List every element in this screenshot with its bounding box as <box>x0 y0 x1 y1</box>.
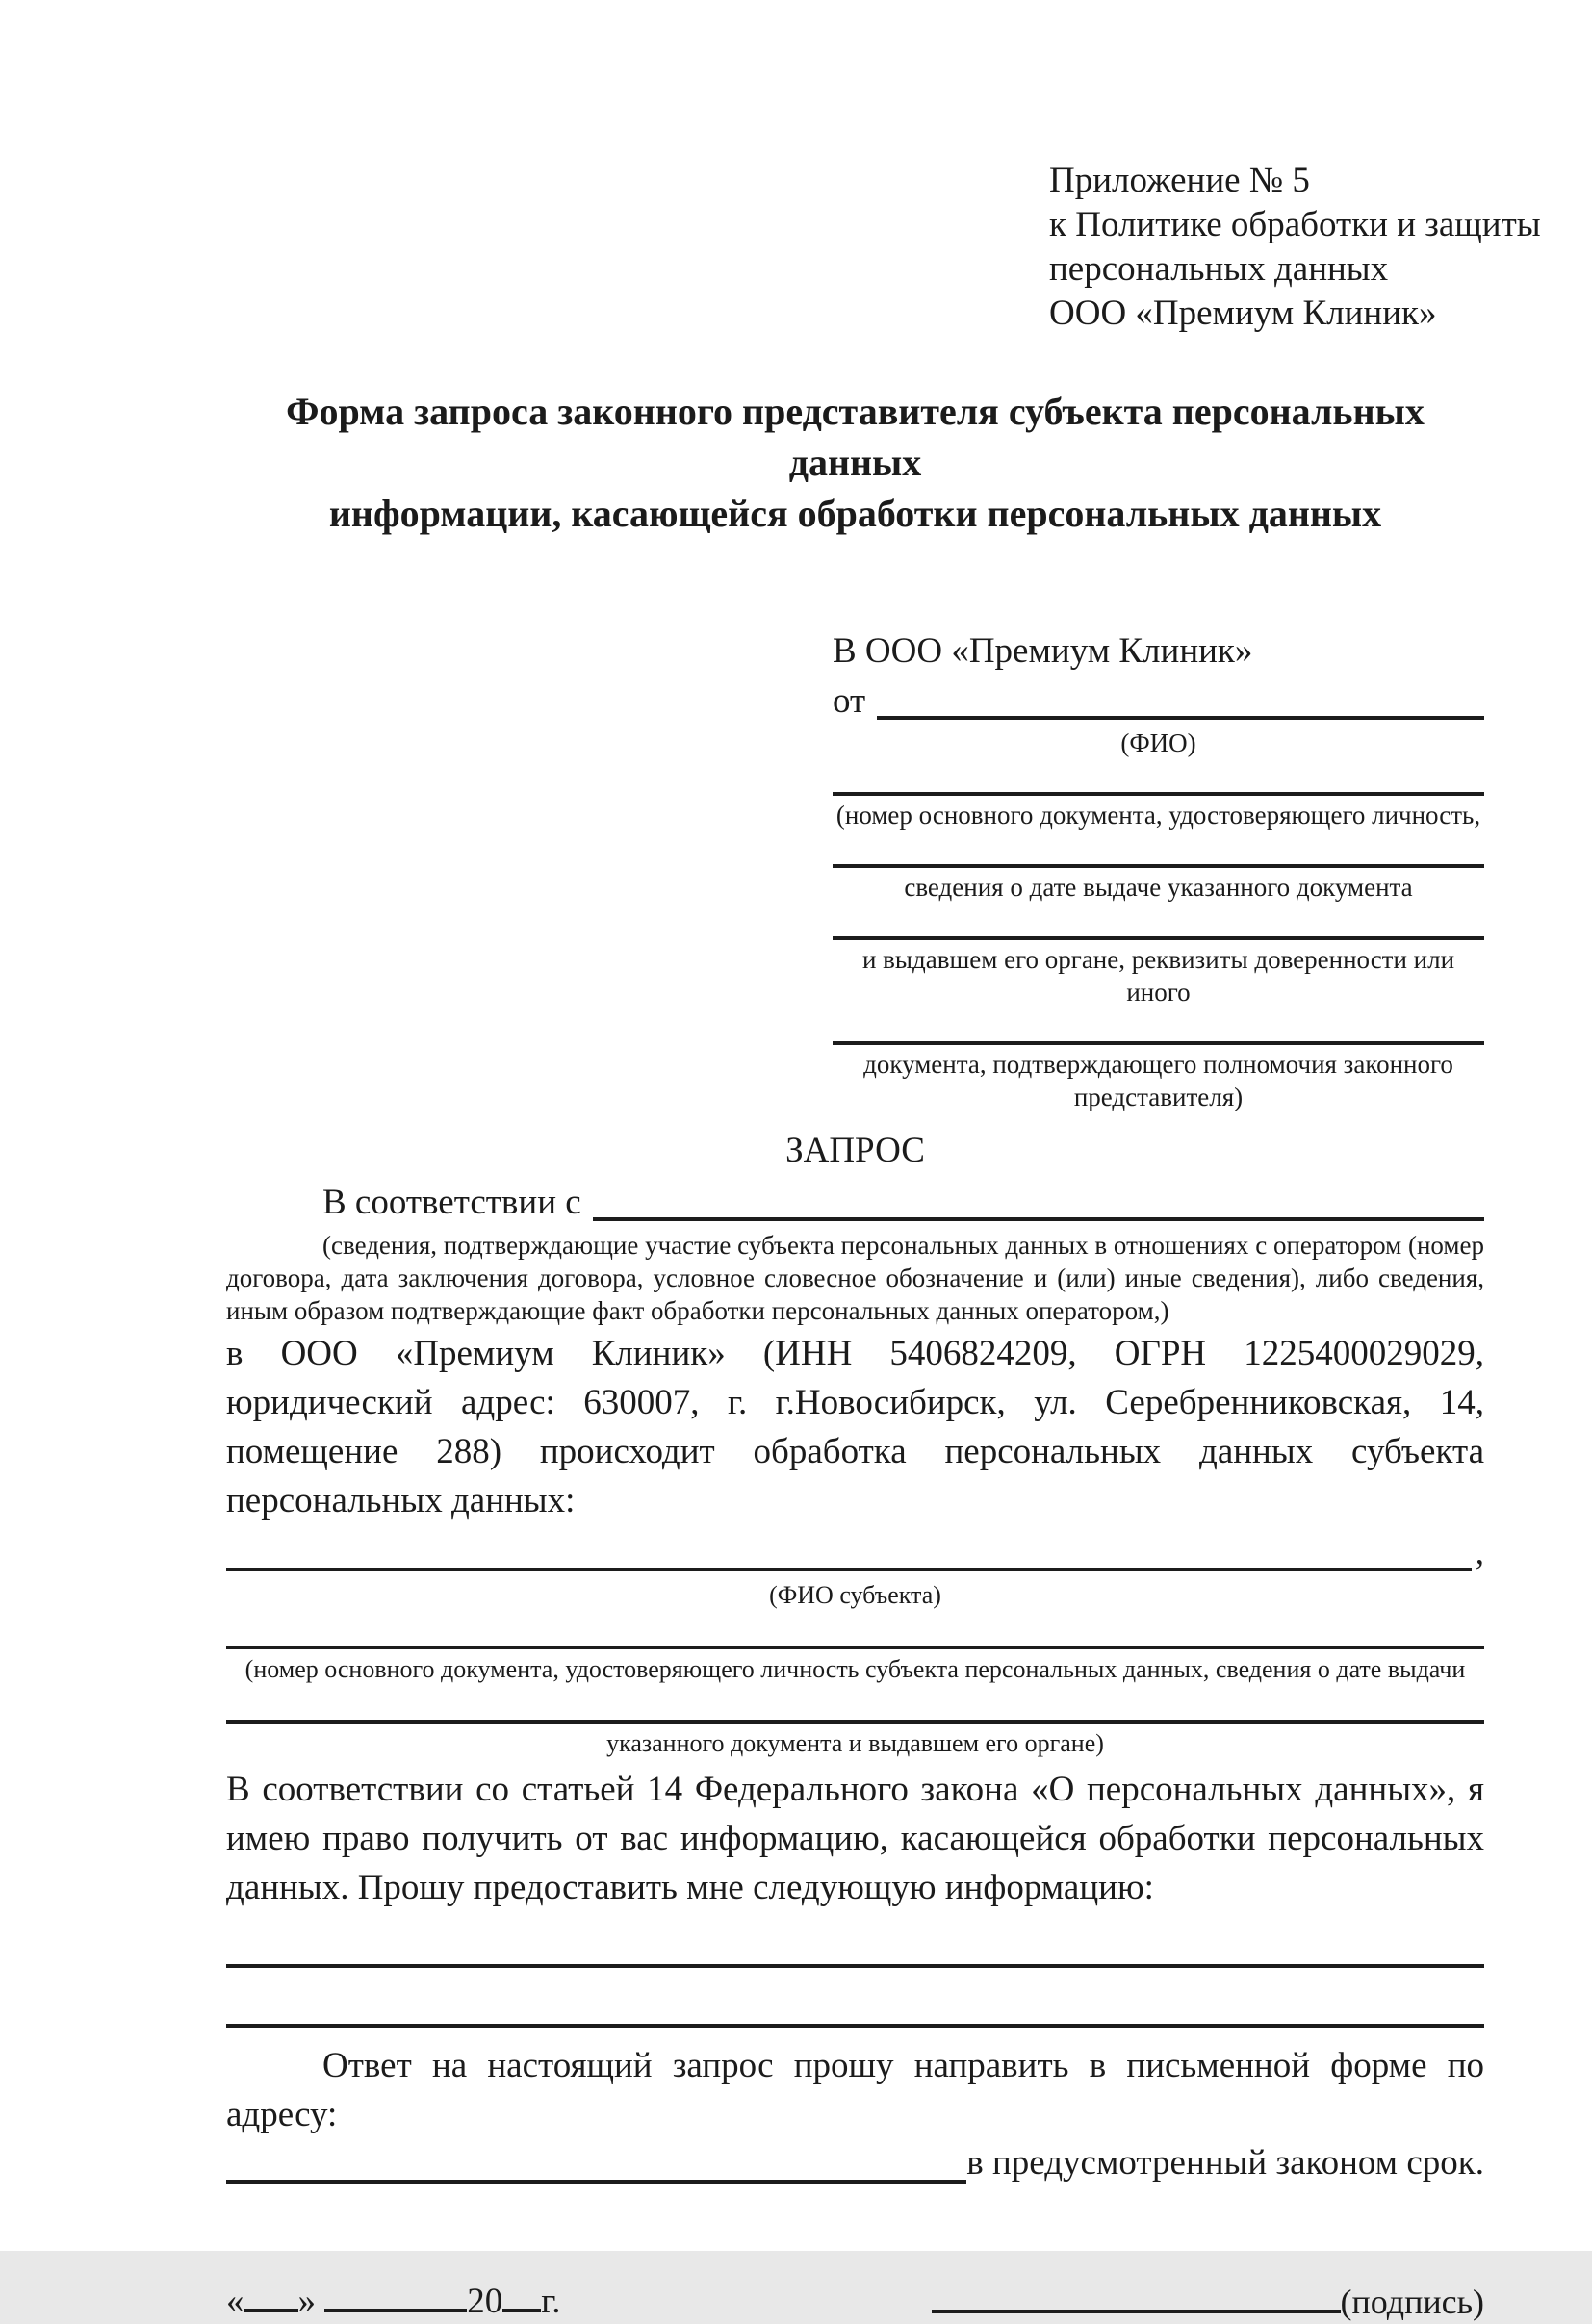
doc-number-group <box>833 792 1484 831</box>
form-title <box>226 386 1484 539</box>
request-heading: ЗАПРОС <box>785 1131 925 1170</box>
doc-date-fill-line[interactable] <box>833 864 1484 868</box>
day-fill-line[interactable] <box>244 2309 298 2312</box>
info-fill-line-1[interactable] <box>226 1964 1484 1968</box>
signature-row <box>226 2280 1484 2324</box>
appendix-line-4: ООО «Премиум Клиник» <box>1049 294 1437 333</box>
doc-issuer-fill-line[interactable] <box>833 936 1484 940</box>
subject-fio-fill-line[interactable] <box>226 1568 1472 1571</box>
accordance-row <box>226 1181 1484 1225</box>
doc-authority-caption: документа, подтверждающего полномочия законного представителя) <box>863 1050 1453 1111</box>
answer-tail: в предусмотренный законом срок. <box>966 2143 1484 2183</box>
operator-paragraph: в ООО «Премиум Клиник» (ИНН 5406824209, ОГРН 1225400029029, юридический адрес: 630007, г. г.Новосибирск, ул. Серебренниковская, 14, помещение 288) происходит обработка персональных данных субъекта персональных данных: <box>226 1334 1484 1520</box>
answer-paragraph: Ответ на настоящий запрос прошу направить в письменной форме по адресу: <box>226 2046 1484 2134</box>
date-quote-close: » <box>297 2282 316 2321</box>
addressee-to: В ООО «Премиум Клиник» <box>833 631 1253 671</box>
law-paragraph: В соответствии со статьей 14 Федерального закона «О персональных данных», я имею право получить от вас информацию, касающейся обработки персональных данных. Прошу предоставить мне следующую информацию: <box>226 1770 1484 1907</box>
signature-fill-line[interactable] <box>932 2310 1341 2313</box>
subject-fio-caption: (ФИО субъекта) <box>769 1581 941 1609</box>
subject-doc-caption-2: указанного документа и выдавшем его органе) <box>606 1729 1104 1757</box>
signature-caption: (подпись) <box>1340 2283 1484 2321</box>
from-label: от <box>833 681 866 721</box>
doc-date-caption: сведения о дате выдаче указанного документа <box>904 873 1413 902</box>
month-fill-line[interactable] <box>324 2309 467 2312</box>
subject-doc-fill-line-2[interactable] <box>226 1720 1484 1724</box>
doc-issuer-caption: и выдавшем его органе, реквизиты доверенности или иного <box>861 945 1455 1007</box>
accordance-fill-line[interactable] <box>593 1217 1484 1221</box>
subject-fio-row <box>226 1531 1484 1575</box>
fio-caption: (ФИО) <box>1120 728 1196 757</box>
from-fill-line[interactable] <box>877 716 1484 720</box>
addressee-block <box>833 629 1484 1113</box>
accordance-label: В соответствии с <box>322 1183 581 1222</box>
date-quote-open: « <box>226 2282 244 2321</box>
doc-number-caption: (номер основного документа, удостоверяющего личность, <box>835 801 1481 830</box>
doc-issuer-group <box>833 936 1484 1009</box>
subject-fio-comma: , <box>1475 1533 1484 1572</box>
doc-authority-group <box>833 1041 1484 1113</box>
year-prefix: 20 <box>467 2282 503 2321</box>
info-fill-line-2[interactable] <box>226 2024 1484 2028</box>
from-row <box>833 679 1484 724</box>
year-fill-line[interactable] <box>502 2309 541 2312</box>
doc-number-fill-line[interactable] <box>833 792 1484 796</box>
form-title-line-1: Форма запроса законного представителя субъекта персональных данных <box>286 390 1425 484</box>
appendix-header <box>1049 159 1541 336</box>
year-suffix: г. <box>541 2282 561 2321</box>
answer-address-fill-line[interactable] <box>226 2180 966 2184</box>
signature-field <box>932 2280 1484 2324</box>
appendix-line-3: персональных данных <box>1049 249 1389 289</box>
form-title-line-2: информации, касающейся обработки персональных данных <box>328 492 1382 535</box>
appendix-line-2: к Политике обработки и защиты <box>1049 205 1541 244</box>
subject-doc-fill-line-1[interactable] <box>226 1646 1484 1649</box>
accordance-note: (сведения, подтверждающие участие субъекта персональных данных в отношениях с оператором (номер договора, дата заключения договора, условное словесное обозначение и (или) иные сведения), либо сведения, иным образом подтверждающие факт обработки персональных данных оператором,) <box>226 1231 1484 1325</box>
doc-authority-fill-line[interactable] <box>833 1041 1484 1045</box>
doc-date-group <box>833 864 1484 904</box>
date-field <box>226 2280 561 2324</box>
subject-doc-caption-1: (номер основного документа, удостоверяющего личность субъекта персональных данных, сведения о дате выдачи <box>244 1655 1466 1683</box>
answer-address-row <box>226 2139 1484 2187</box>
appendix-line-1: Приложение № 5 <box>1049 161 1310 200</box>
